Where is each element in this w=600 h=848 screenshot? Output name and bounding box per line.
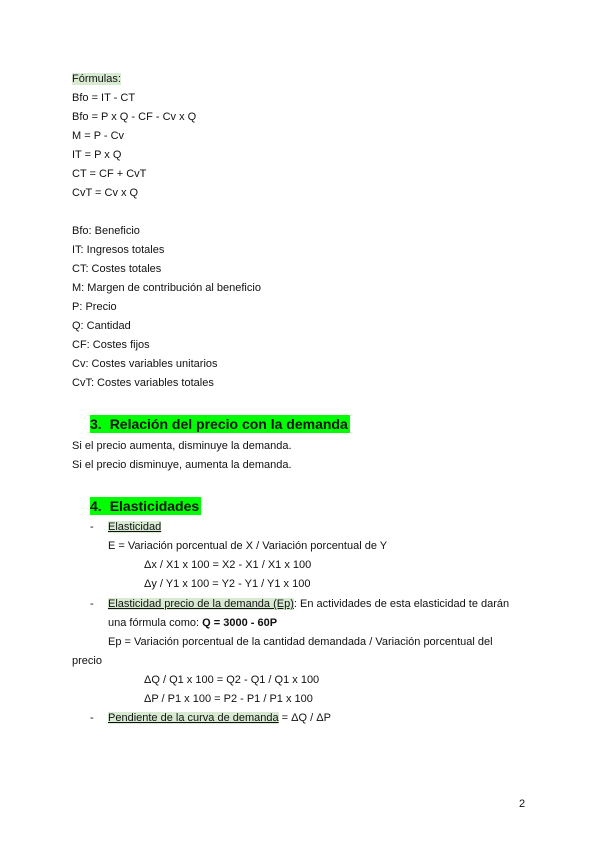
item-pendiente-text: = ΔQ / ΔP [278,712,331,724]
item-pendiente-line [108,711,331,725]
section-4-number: 4. [90,498,102,514]
bullet-dash-1: - [90,521,94,533]
formula-line-1: Bfo = IT - CT [72,92,136,104]
definition-3: CT: Costes totales [72,263,162,275]
formula-line-6: CvT = Cv x Q [72,187,139,199]
formula-line-4: IT = P x Q [72,149,122,161]
item-elasticidad-line [108,520,161,534]
ep-sub-1: ΔQ / Q1 x 100 = Q2 - Q1 / Q1 x 100 [144,674,320,686]
formula-line-5: CT = CF + CvT [72,168,147,180]
ep-sub-2: ΔP / P1 x 100 = P2 - P1 / P1 x 100 [144,693,313,705]
formulas-label: Fórmulas: [72,73,121,85]
bullet-dash-3: - [90,712,94,724]
ep-definition-cont: precio [72,655,102,667]
elasticidad-formula: E = Variación porcentual de X / Variación porcentual de Y [108,540,388,552]
section-3-heading [90,415,350,433]
section-3-title: Relación del precio con la demanda [109,416,348,432]
section-3-line-1: Si el precio aumenta, disminuye la demanda. [72,440,292,452]
definition-5: P: Precio [72,301,117,313]
item-ep-label: Elasticidad precio de la demanda (Ep) [108,598,294,610]
definition-9: CvT: Costes variables totales [72,377,214,389]
ep-definition-line: Ep = Variación porcentual de la cantidad demandada / Variación porcentual del [108,636,493,648]
item-ep-text-after: : En actividades de esta elasticidad te darán [293,598,510,610]
item-ep-first-line-content [108,597,509,611]
bullet-dash-2: - [90,598,94,610]
section-3-line-2: Si el precio disminuye, aumenta la demanda. [72,459,292,471]
formula-line-3: M = P - Cv [72,130,125,142]
definition-7: CF: Costes fijos [72,339,150,351]
section-4-heading [90,497,201,515]
section-3-number: 3. [90,416,102,432]
item-ep-first-line [108,597,528,611]
section-4-title: Elasticidades [109,498,200,514]
item-elasticidad-label: Elasticidad [108,521,162,533]
page-number: 2 [519,798,526,810]
elasticidad-sub-1: Δx / X1 x 100 = X2 - X1 / X1 x 100 [144,559,312,571]
definition-6: Q: Cantidad [72,320,131,332]
item-ep-text-line2: una fórmula como: [108,617,200,629]
item-ep-formula-bold: Q = 3000 - 60P [202,617,278,629]
definition-4: M: Margen de contribución al beneficio [72,282,261,294]
item-pendiente-label: Pendiente de la curva de demanda [108,712,279,724]
definition-8: Cv: Costes variables unitarios [72,358,218,370]
item-ep-second-line [108,616,277,630]
definition-1: Bfo: Beneficio [72,225,140,237]
formula-line-2: Bfo = P x Q - CF - Cv x Q [72,111,197,123]
elasticidad-sub-2: Δy / Y1 x 100 = Y2 - Y1 / Y1 x 100 [144,578,311,590]
definition-2: IT: Ingresos totales [72,244,165,256]
formulas-label-line [72,72,121,86]
